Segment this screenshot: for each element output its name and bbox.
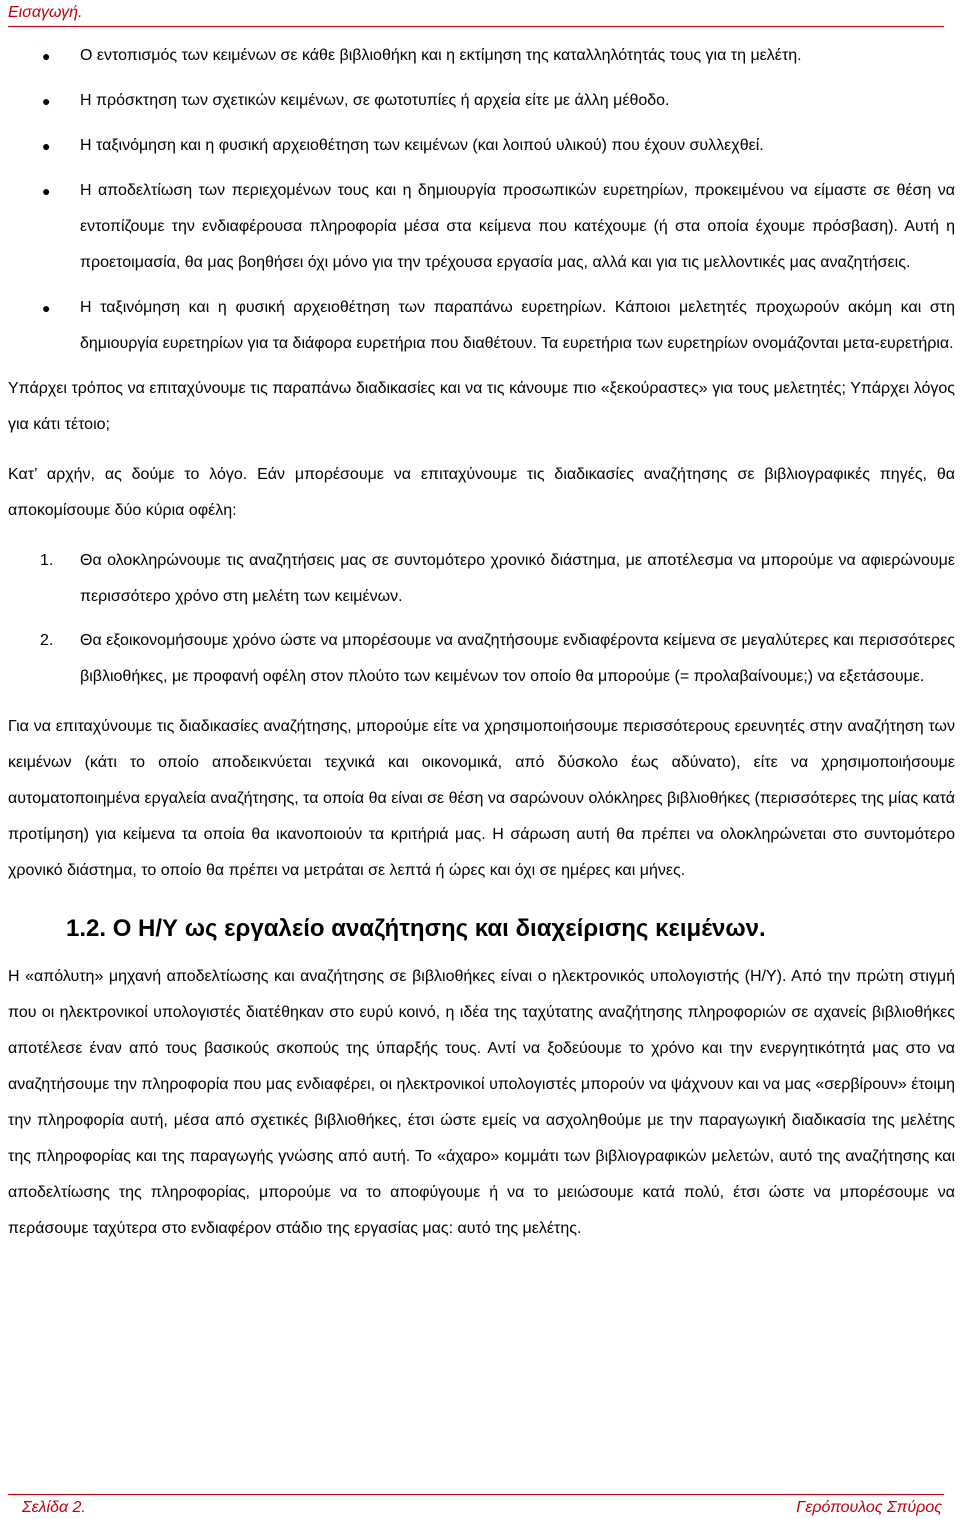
section-body: Η «απόλυτη» μηχανή αποδελτίωσης και αναζήτησης σε βιβλιοθήκες είναι ο ηλεκτρονικός υπολογιστής (Η/Υ). Από την πρώτη στιγμή που οι ηλεκτρονικοί υπολογιστές διατέθηκαν στο ευρύ κοινό, η ιδέα της ταχύτατης αναζήτησης πληροφοριών σε αχανείς βιβλιοθήκες αποτέλεσε έναν από τους βασικούς σκοπούς της ύπαρξής τους. Αντί να ξοδεύουμε το χρόνο και την ενεργητικότητά μας στο να αναζητήσουμε την πληροφορία που μας ενδιαφέρει, οι ηλεκτρονικοί υπολογιστές μπορούν να ψάχνουν και να μας «σερβίρουν» έτοιμη την πληροφορία αυτή, μέσα από σχετικές βιβλιοθήκες, έτσι ώστε εμείς να ασχοληθούμε με την παραγωγική διαδικασία της μελέτης της πληροφορίας και της παραγωγής γνώσης από αυτή. Το «άχαρο» κομμάτι των βιβλιογραφικών μελετών, αυτό της αναζήτησης και αποδελτίωσης της πληροφορίας, μπορούμε να το αποφύγουμε ή να το μειώσουμε κατά πολύ, έτσι ώστε να μπορέσουμε να περάσουμε ταχύτερα στο ενδιαφέρον στάδιο της εργασίας μας: αυτό της μελέτης. xyxy=(8,968,955,1237)
bullet-icon: ● xyxy=(42,93,51,109)
paragraph: Υπάρχει τρόπος να επιταχύνουμε τις παραπάνω διαδικασίες και να τις κάνουμε πιο «ξεκούραστες» για τους μελετητές; Υπάρχει λόγος για κάτι τέτοιο; xyxy=(8,380,955,433)
list-item-text: Η πρόσκτηση των σχετικών κειμένων, σε φωτοτυπίες ή αρχεία είτε με άλλη μέθοδο. xyxy=(80,92,670,109)
footer-page-number: Σελίδα 2. xyxy=(22,1499,86,1516)
footer-divider xyxy=(8,1494,944,1495)
list-item xyxy=(8,38,955,74)
bullet-icon: ● xyxy=(42,183,51,199)
numbered-item xyxy=(8,543,955,615)
header-divider xyxy=(8,26,944,27)
item-number: 2. xyxy=(40,632,54,649)
list-item-text: Η ταξινόμηση και η φυσική αρχειοθέτηση των κειμένων (και λοιπού υλικού) που έχουν συλλεχθεί. xyxy=(80,137,764,154)
bullet-icon: ● xyxy=(42,48,51,64)
footer-author: Γερόπουλος Σπύρος xyxy=(796,1499,942,1516)
list-item xyxy=(8,173,955,281)
numbered-item-text: Θα ολοκληρώνουμε τις αναζητήσεις μας σε συντομότερο χρονικό διάστημα, με αποτέλεσμα να μπορούμε να αφιερώνουμε περισσότερο χρόνο στη μελέτη των κειμένων. xyxy=(80,552,955,605)
list-item xyxy=(8,83,955,119)
item-number: 1. xyxy=(40,552,54,569)
list-item-text: Ο εντοπισμός των κειμένων σε κάθε βιβλιοθήκη και η εκτίμηση της καταλληλότητάς τους για τη μελέτη. xyxy=(80,47,802,64)
bullet-icon: ● xyxy=(42,138,51,154)
paragraph: Για να επιταχύνουμε τις διαδικασίες αναζήτησης, μπορούμε είτε να χρησιμοποιήσουμε περισσότερους ερευνητές στην αναζήτηση των κειμένων (κάτι το οποίο αποδεικνύεται τεχνικά και οικονομικά, από δύσκολο έως αδύνατο), είτε να χρησιμοποιήσουμε αυτοματοποιημένα εργαλεία αναζήτησης, τα οποία θα είναι σε θέση να σαρώνουν ολόκληρες βιβλιοθήκες (περισσότερες της μίας κατά προτίμηση) για κείμενα τα οποία θα ικανοποιούν τα κριτήριά μας. Η σάρωση αυτή θα πρέπει να ολοκληρώνεται στο συντομότερο χρονικό διάστημα, το οποίο θα πρέπει να μετράται σε λεπτά ή ώρες και όχι σε ημέρες και μήνες. xyxy=(8,718,955,879)
list-item xyxy=(8,290,955,362)
list-item xyxy=(8,128,955,164)
numbered-item xyxy=(8,623,955,695)
list-item-text: Η αποδελτίωση των περιεχομένων τους και η δημιουργία προσωπικών ευρετηρίων, προκειμένου να είμαστε σε θέση να εντοπίζουμε την ενδιαφέρουσα πληροφορία μέσα στα κείμενα που κατέχουμε (ή στα οποία έχουμε πρόσβαση). Αυτή η προετοιμασία, θα μας βοηθήσει όχι μόνο για την τρέχουσα εργασία μας, αλλά και για τις μελλοντικές μας αναζητήσεις. xyxy=(80,182,955,271)
numbered-list xyxy=(8,543,955,695)
section-heading: 1.2. Ο Η/Υ ως εργαλείο αναζήτησης και διαχείρισης κειμένων. xyxy=(66,915,766,942)
page-header-title: Εισαγωγή. xyxy=(8,4,83,21)
bullet-list xyxy=(8,38,955,362)
list-item-text: Η ταξινόμηση και η φυσική αρχειοθέτηση των παραπάνω ευρετηρίων. Κάποιοι μελετητές προχωρούν ακόμη και στη δημιουργία ευρετηρίων για τα διάφορα ευρετήρια που διαθέτουν. Τα ευρετήρια των ευρετηρίων ονομάζονται μετα-ευρετήρια. xyxy=(80,299,955,352)
numbered-item-text: Θα εξοικονομήσουμε χρόνο ώστε να μπορέσουμε να αναζητήσουμε ενδιαφέροντα κείμενα σε μεγαλύτερες και περισσότερες βιβλιοθήκες, με προφανή οφέλη στον πλούτο των κειμένων τον οποίο θα μπορούμε (= προλαβαίνουμε;) να εξετάσουμε. xyxy=(80,632,955,685)
document-body xyxy=(8,38,955,1261)
paragraph: Κατ’ αρχήν, ας δούμε το λόγο. Εάν μπορέσουμε να επιταχύνουμε τις διαδικασίες αναζήτησης σε βιβλιογραφικές πηγές, θα αποκομίσουμε δύο κύρια οφέλη: xyxy=(8,466,955,519)
bullet-icon: ● xyxy=(42,300,51,316)
